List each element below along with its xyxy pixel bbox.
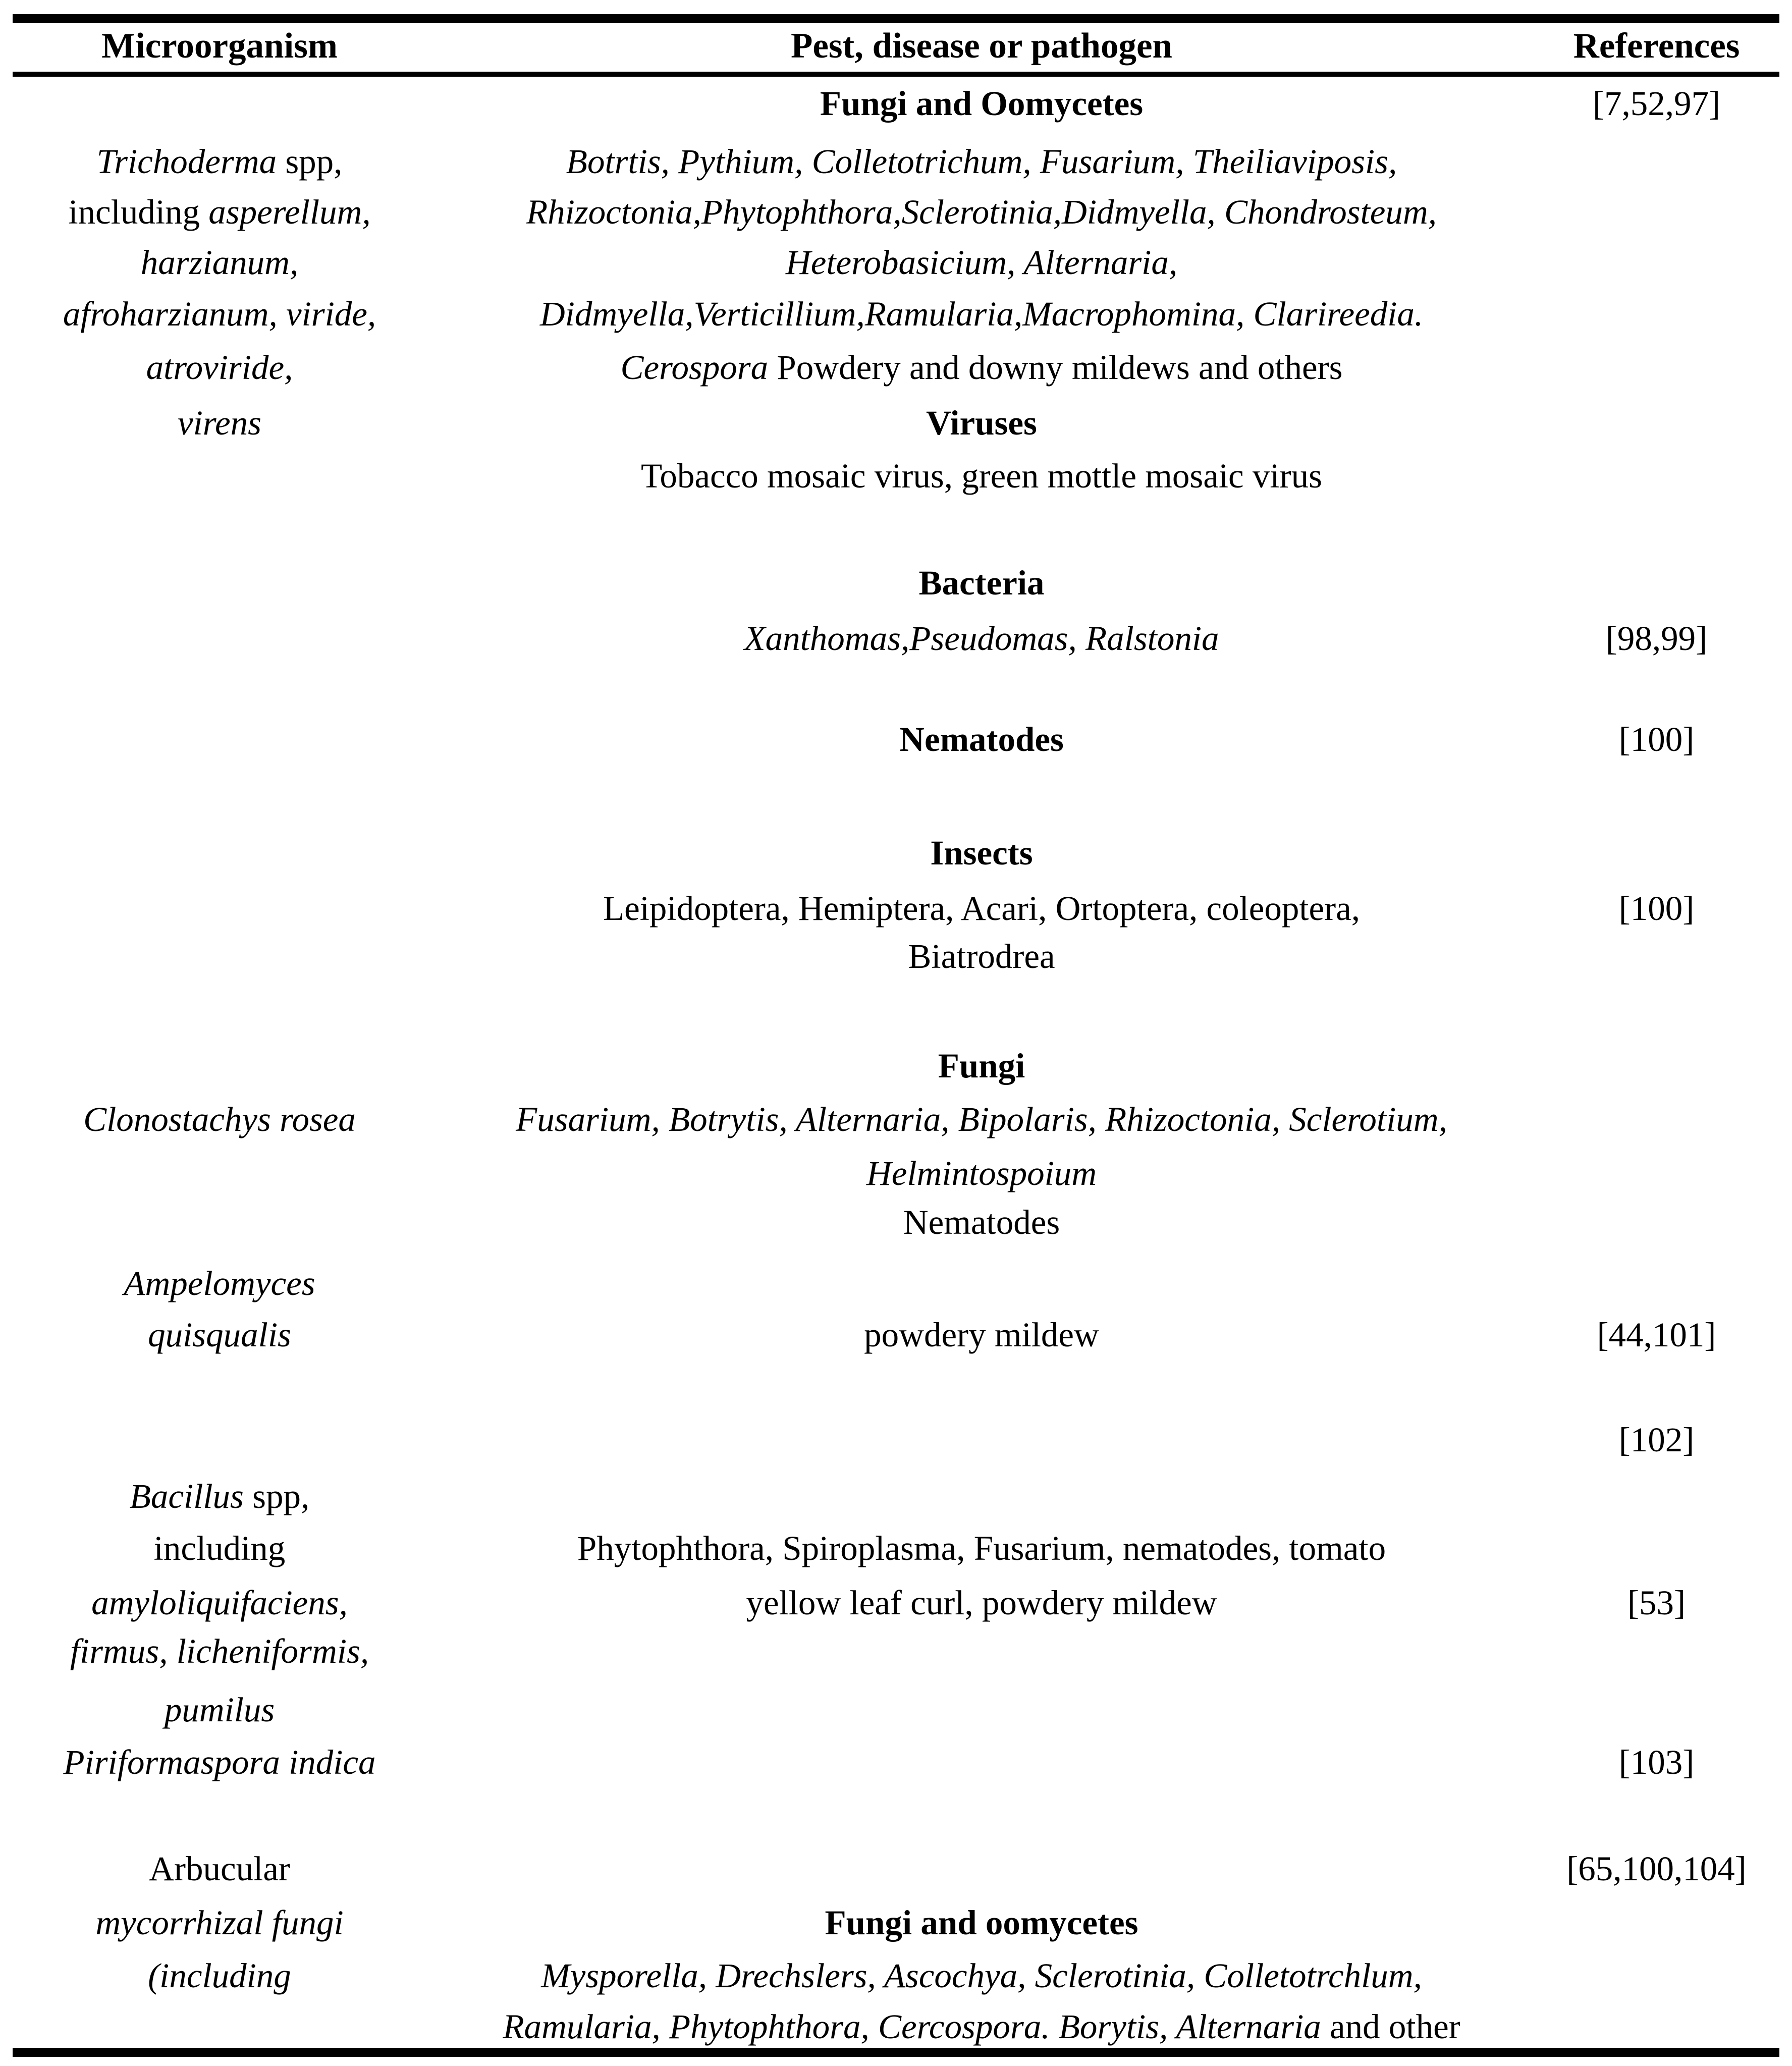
microorganism-bacillus-line2: including (153, 1529, 286, 1567)
reference-nematodes: [100] (1618, 720, 1695, 758)
pest-clonostachys-fungi-line1: Fusarium, Botrytis, Alternaria, Bipolaris, Rhizoctonia, Sclerotium, (516, 1100, 1447, 1138)
microorganism-mycorrhizal-fungi: mycorrhizal fungi (95, 1904, 344, 1942)
including-text: including (68, 193, 209, 231)
species-virens: virens (177, 404, 262, 442)
microorganism-clonostachys: Clonostachys rosea (83, 1100, 356, 1138)
species-atroviride: atroviride, (146, 348, 293, 387)
cerospora-rest: Powdery and downy mildews and others (768, 348, 1343, 387)
pest-bacteria-list: Xanthomas,Pseudomas, Ralstonia (744, 619, 1219, 658)
table-rule-bottom (13, 2048, 1779, 2057)
section-label-insects: Insects (930, 834, 1033, 872)
reference-bacteria: [98,99] (1605, 619, 1708, 658)
section-label-nematodes: Nematodes (899, 720, 1064, 758)
microorganism-arbucular: Arbucular (149, 1850, 290, 1888)
reference-ampelomyces: [44,101] (1597, 1316, 1716, 1354)
species-firmus-licheniformis: firmus, licheniformis, (70, 1632, 369, 1670)
pest-trichoderma-fungi-line5 (431, 341, 1532, 394)
pest-powdery-mildew: powdery mildew (864, 1316, 1099, 1354)
reference-amf: [65,100,104] (1566, 1850, 1747, 1888)
section-label-fungi: Fungi (938, 1047, 1025, 1085)
genus-cerospora: Cerospora (620, 348, 769, 387)
pest-clonostachys-fungi-line2: Helmintospoium (866, 1154, 1097, 1192)
pest-amf-fungi-line1: Mysporella, Drechslers, Ascochya, Sclerotinia, Colletotrchlum, (541, 1956, 1422, 1995)
pest-insects-list-line1: Leipidoptera, Hemiptera, Acari, Ortoptera, coleoptera, (603, 889, 1361, 928)
pest-amf-fungi-line2 (431, 2000, 1532, 2053)
section-label-bacteria: Bacteria (918, 564, 1045, 602)
microorganism-ampelomyces: Ampelomyces (124, 1264, 315, 1302)
amf-fungi-regular-run: and other (1321, 2007, 1460, 2046)
pest-bacillus-line1: Phytophthora, Spiroplasma, Fusarium, nematodes, tomato (577, 1529, 1386, 1567)
reference-bacillus: [53] (1627, 1584, 1686, 1622)
trichoderma-genus: Trichoderma (96, 142, 277, 181)
section-label-fungi-oomycetes: Fungi and Oomycetes (820, 84, 1144, 123)
pest-trichoderma-fungi-line2: Rhizoctonia,Phytophthora,Sclerotinia,Didmyella, Chondrosteum, (526, 193, 1437, 231)
column-header-pest: Pest, disease or pathogen (790, 26, 1172, 66)
column-header-references: References (1573, 26, 1740, 66)
microorganism-trichoderma (8, 135, 431, 188)
bacillus-spp: spp, (243, 1477, 310, 1515)
amf-fungi-italic-run: Ramularia, Phytophthora, Cercospora. Borytis, Alternaria (503, 2007, 1321, 2046)
microorganism-trichoderma-line2 (8, 186, 431, 238)
reference-insects: [100] (1618, 889, 1695, 928)
section-label-fungi-oomycetes-2: Fungi and oomycetes (825, 1904, 1138, 1942)
bacillus-genus: Bacillus (129, 1477, 244, 1515)
pest-trichoderma-fungi-line1: Botrtis, Pythium, Colletotrichum, Fusarium, Theiliaviposis, (566, 142, 1397, 181)
pest-bacillus-line2: yellow leaf curl, powdery mildew (746, 1584, 1217, 1622)
pest-clonostachys-nematodes: Nematodes (903, 1203, 1060, 1241)
table-rule-header-bottom (13, 72, 1779, 77)
microorganism-quisqualis: quisqualis (148, 1316, 291, 1354)
reference-102: [102] (1618, 1421, 1695, 1459)
pest-insects-list-line2: Biatrodrea (908, 937, 1055, 975)
species-pumilus: pumilus (164, 1691, 275, 1729)
microorganism-bacillus (8, 1470, 431, 1523)
species-amyloliquifaciens: amyloliquifaciens, (91, 1584, 348, 1622)
reference-piriformaspora: [103] (1618, 1743, 1695, 1781)
microorganism-amf-including: (including (148, 1956, 291, 1995)
pest-trichoderma-fungi-line3: Heterobasicium, Alternaria, (785, 243, 1178, 282)
species-afroharzianum: afroharzianum, viride, (63, 295, 376, 333)
species-asperellum: asperellum, (208, 193, 371, 231)
section-label-viruses: Viruses (926, 404, 1037, 442)
microorganism-piriformaspora: Piriformaspora indica (63, 1743, 376, 1781)
column-header-microorganism: Microorganism (101, 26, 338, 66)
pest-viruses-list: Tobacco mosaic virus, green mottle mosaic virus (641, 457, 1322, 495)
pest-trichoderma-fungi-line4: Didmyella,Verticillium,Ramularia,Macrophomina, Clarireedia. (539, 295, 1424, 333)
reference-trichoderma-fungi: [7,52,97] (1593, 84, 1720, 123)
species-harzianum: harzianum, (140, 243, 299, 282)
trichoderma-spp: spp, (277, 142, 343, 181)
